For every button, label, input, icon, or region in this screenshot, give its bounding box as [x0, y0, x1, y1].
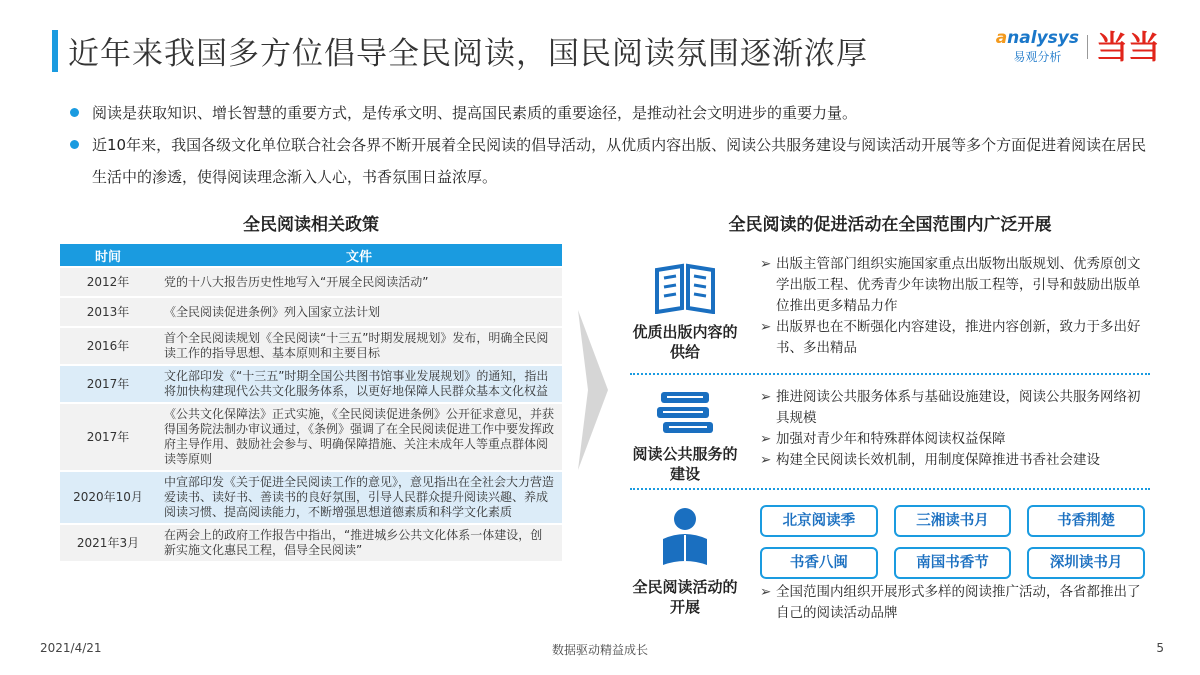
publishing-items	[760, 254, 1150, 359]
list-item: ➢ 出版主管部门组织实施国家重点出版物出版规划、优秀原创文学出版工程、优秀青少年读物出版工程等，引导和鼓励出版单位推出更多精品力作	[760, 256, 1141, 314]
title-accent-bar	[52, 30, 58, 72]
table-row: 2020年10月 中宣部印发《关于促进全民阅读工作的意见》，意见指出在全社会大力营造爱读书、读好书、善读书的良好氛围，引导人民群众提升阅读兴趣、养成阅读习惯、提高阅读能力，不断增强思想道德素质和科学文化素质	[60, 472, 562, 523]
dangdang-logo: 当当	[1095, 27, 1160, 66]
brand-badge: 北京阅读季	[760, 505, 878, 537]
category-publishing	[630, 262, 740, 362]
category-label: 阅读公共服务的建设	[632, 445, 738, 483]
intro-bullets	[70, 97, 1160, 193]
policy-table	[60, 242, 562, 563]
page-title: 近年来我国多方位倡导全民阅读，国民阅读氛围逐渐浓厚	[68, 36, 868, 72]
brand-logos	[996, 28, 1160, 65]
open-book-icon	[653, 262, 717, 314]
book-stack-icon	[653, 390, 717, 436]
bullet-item: 阅读是获取知识、增长智慧的重要方式，是传承文明、提高国民素质的重要途径，是推动社会文明进步的重要力量。	[70, 97, 1160, 129]
section-divider	[630, 488, 1150, 490]
table-row: 2016年 首个全民阅读规划《全民阅读“十三五”时期发展规划》发布，明确全民阅读工作的指导思想、基本原则和主要目标	[60, 328, 562, 364]
bullet-dot-icon	[70, 140, 79, 149]
activities-items	[760, 582, 1150, 624]
category-activities	[630, 505, 740, 617]
list-item: ➢ 构建全民阅读长效机制，用制度保障推进书香社会建设	[760, 450, 1150, 471]
brand-badge: 书香八闽	[760, 547, 878, 579]
list-item: ➢ 出版界也在不断强化内容建设，推进内容创新，致力于多出好书、多出精品	[760, 319, 1141, 356]
brand-badge: 深圳读书月	[1027, 547, 1145, 579]
section-divider	[630, 373, 1150, 375]
arrow-icon: ➢	[760, 319, 772, 335]
brand-badge: 书香荆楚	[1027, 505, 1145, 537]
arrow-icon: ➢	[760, 584, 772, 600]
page-number: 5	[1156, 641, 1164, 655]
analysys-logo: analysys 易观分析	[995, 28, 1079, 64]
reader-icon	[657, 505, 713, 569]
category-public-service	[630, 390, 740, 484]
promo-section-title: 全民阅读的促进活动在全国范围内广泛开展	[728, 215, 1052, 235]
arrow-icon: ➢	[760, 256, 772, 272]
category-label: 优质出版内容的供给	[632, 323, 738, 361]
col-header-doc: 文件	[156, 244, 562, 266]
policy-section-title: 全民阅读相关政策	[243, 215, 379, 235]
table-row: 2013年 《全民阅读促进条例》列入国家立法计划	[60, 298, 562, 326]
table-row: 2021年3月 在两会上的政府工作报告中指出，“推进城乡公共文化体系一体建设，创新实施文化惠民工程，倡导全民阅读”	[60, 525, 562, 561]
list-item: ➢ 全国范围内组织开展形式多样的阅读推广活动，各省都推出了自己的阅读活动品牌	[760, 584, 1141, 621]
category-label: 全民阅读活动的开展	[632, 578, 738, 616]
footer-date: 2021/4/21	[40, 641, 102, 655]
bullet-dot-icon	[70, 108, 79, 117]
table-row: 2017年 文化部印发《“十三五”时期全国公共图书馆事业发展规划》的通知，指出将加快构建现代公共文化服务体系，以更好地保障人民群众基本文化权益	[60, 366, 562, 402]
arrow-icon: ➢	[760, 389, 772, 405]
arrow-icon: ➢	[760, 452, 772, 468]
arrow-icon: ➢	[760, 431, 772, 447]
brand-badge: 三湘读书月	[894, 505, 1012, 537]
footer-slogan: 数据驱动精益成长	[551, 643, 648, 657]
logo-divider	[1087, 35, 1088, 59]
public-service-items	[760, 387, 1150, 471]
reading-brand-grid	[760, 505, 1145, 579]
list-item: ➢ 加强对青少年和特殊群体阅读权益保障	[760, 429, 1150, 450]
table-row: 2012年 党的十八大报告历史性地写入“开展全民阅读活动”	[60, 268, 562, 296]
col-header-time: 时间	[60, 244, 156, 266]
chevron-right-icon	[578, 310, 608, 470]
brand-badge: 南国书香节	[894, 547, 1012, 579]
list-item: ➢ 推进阅读公共服务体系与基础设施建设，阅读公共服务网络初具规模	[760, 389, 1141, 426]
bullet-item: 近10年来，我国各级文化单位联合社会各界不断开展着全民阅读的倡导活动，从优质内容出版、阅读公共服务建设与阅读活动开展等多个方面促进着阅读在居民生活中的渗透，使得阅读理念渐入人心，书香氛围日益浓厚。	[70, 129, 1160, 193]
table-row: 2017年 《公共文化保障法》正式实施，《全民阅读促进条例》公开征求意见，并获得国务院法制办审议通过，《条例》强调了在全民阅读促进工作中要发挥政府主导作用、鼓励社会参与、明确保障措施、关注未成年人等重点群体阅读等原则	[60, 404, 562, 470]
